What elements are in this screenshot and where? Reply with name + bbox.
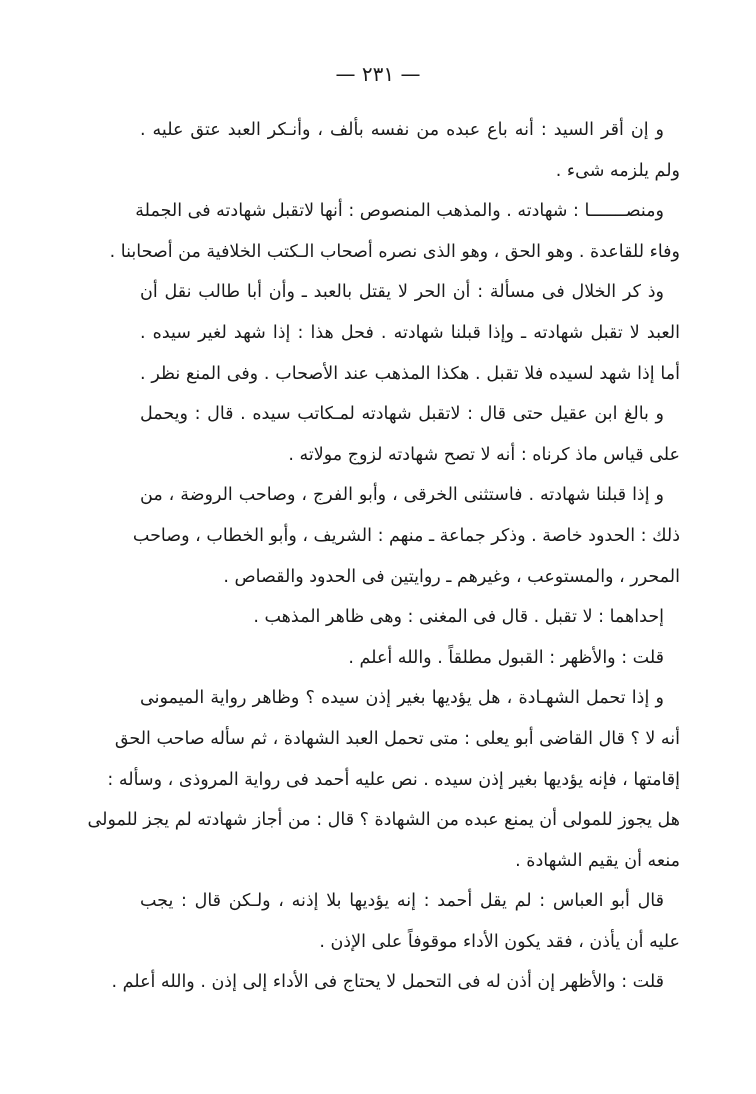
- text-line: إقامتها ، فإنه يؤديها بغير إذن سيده . نص عليه أحمد فى رواية المروذى ، وسأله :: [107, 769, 680, 790]
- text-line: و بالغ ابن عقيل حتى قال : لاتقبل شهادته لمـكاتب سيده . قال : ويحمل: [140, 404, 664, 425]
- text-line: المحرر ، والمستوعب ، وغيرهم ـ روايتين فى الحدود والقصاص .: [223, 566, 680, 587]
- body-text: [87, 110, 680, 1003]
- text-line: و إن أقر السيد : أنه باع عبده من نفسه بألف ، وأنـكر العبد عتق عليه .: [140, 120, 664, 140]
- text-line: العبد لا تقبل شهادته ـ وإذا قبلنا شهادته . فحل هذا : إذا شهد لغير سيده .: [140, 322, 680, 343]
- text-line: إحداهما : لا تقبل . قال فى المغنى : وهى ظاهر المذهب .: [253, 607, 664, 628]
- text-line: منعه أن يقيم الشهادة .: [515, 850, 680, 871]
- text-line: قلت : والأظهر : القبول مطلقاً . والله أعلم .: [348, 647, 664, 668]
- text-line: ومنصـــــــا : شهادته . والمذهب المنصوص : أنها لاتقبل شهادته فى الجملة: [135, 201, 664, 222]
- text-line: قلت : والأظهر إن أذن له فى التحمل لا يحتاج فى الأداء إلى إذن . والله أعلم .: [111, 972, 664, 993]
- text-line: أنه لا ؟ قال القاضى أبو يعلى : متى تحمل العبد الشهادة ، ثم سأله صاحب الحق: [114, 728, 680, 749]
- text-line: و إذا تحمل الشهـادة ، هل يؤديها بغير إذن سيده ؟ وظاهر رواية الميمونى: [140, 688, 664, 709]
- text-line: على قياس ماذ كرناه : أنه لا تصح شهادته لزوج مولاته .: [288, 444, 680, 465]
- text-line: ذلك : الحدود خاصة . وذكر جماعة ـ منهم : الشريف ، وأبو الخطاب ، وصاحب: [132, 525, 680, 546]
- text-line: و إذا قبلنا شهادته . فاستثنى الخرقى ، وأبو الفرج ، وصاحب الروضة ، من: [140, 485, 664, 506]
- text-line: قال أبو العباس : لم يقل أحمد : إنه يؤديها بلا إذنه ، ولـكن قال : يجب: [140, 891, 664, 912]
- text-line: أما إذا شهد لسيده فلا تقبل . هكذا المذهب عند الأصحاب . وفى المنع نظر .: [140, 363, 680, 384]
- text-line: عليه أن يأذن ، فقد يكون الأداء موقوفاً على الإذن .: [319, 931, 680, 952]
- text-line: وفاء للقاعدة . وهو الحق ، وهو الذى نصره أصحاب الـكتب الخلافية من أصحابنا .: [109, 241, 680, 262]
- page-number: — ٢٣١ —: [335, 62, 421, 86]
- text-line: ولم يلزمه شىء .: [555, 160, 680, 181]
- text-line: وذ كر الخلال فى مسألة : أن الحر لا يقتل بالعبد ـ وأن أبا طالب نقل أن: [140, 282, 664, 303]
- text-line: هل يجوز للمولى أن يمنع عبده من الشهادة ؟ قال : من أجاز شهادته لم يجز للمولى: [87, 810, 680, 831]
